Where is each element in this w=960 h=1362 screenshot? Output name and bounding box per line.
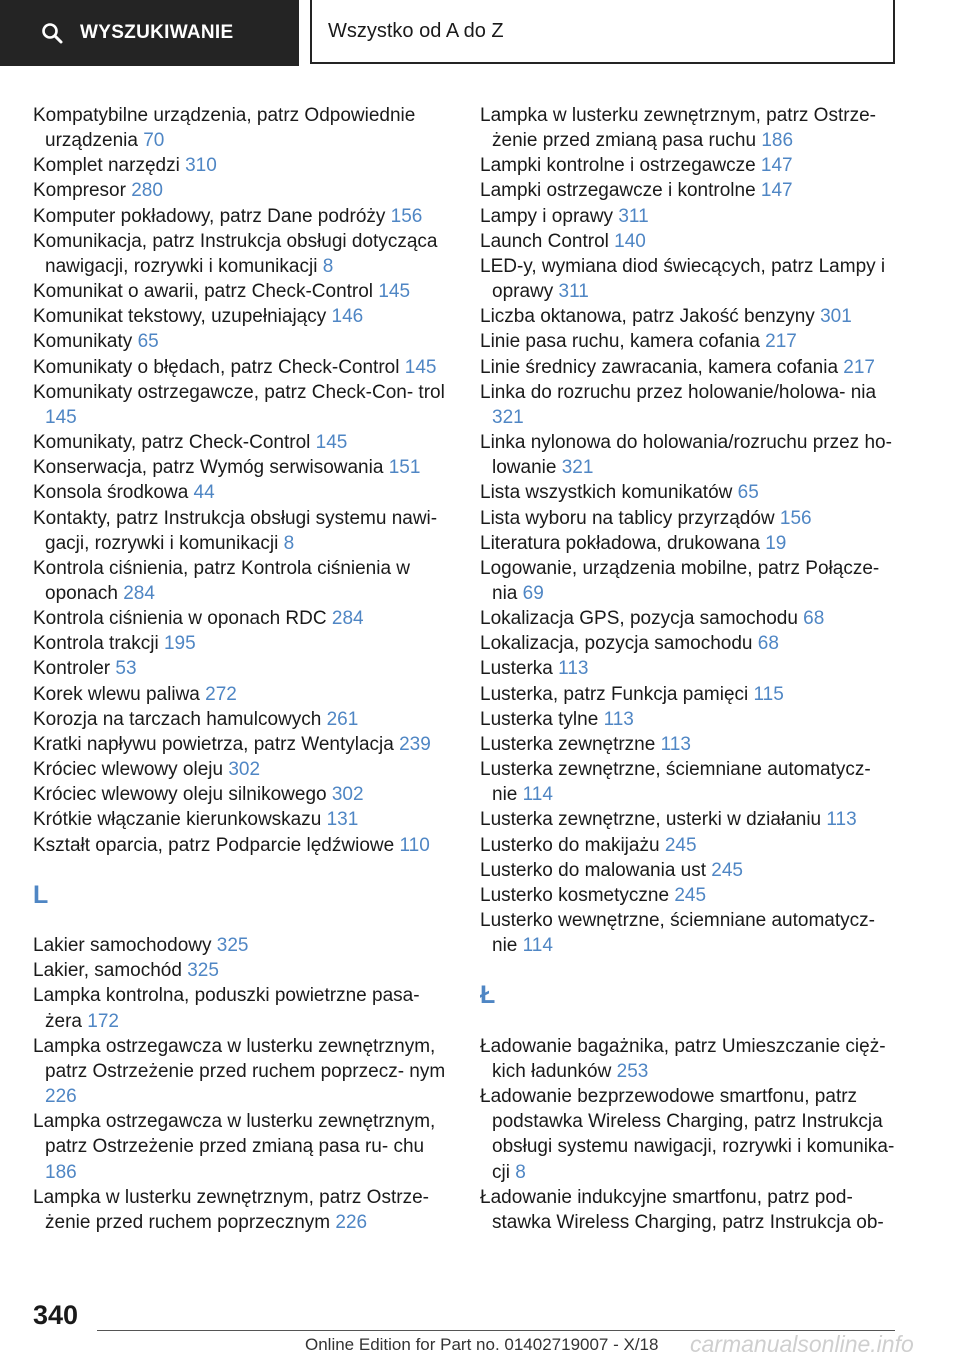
index-entry-text: Lampka kontrolna, poduszki powietrzne pasa‐ żera	[33, 985, 420, 1032]
index-entry-text: Ładowanie bezprzewodowe smartfonu, patrz podstawka Wireless Charging, patrz Instrukcja obsługi systemu nawigacji, rozrywki i komunika‐ cji	[480, 1086, 895, 1183]
page-reference-link[interactable]: 284	[331, 608, 364, 630]
index-entry-text: Kształt oparcia, patrz Podparcie lędźwiowe	[33, 834, 395, 856]
index-entry-text: Lusterko do malowania ust	[480, 859, 707, 881]
index-entry-text: Kontrola trakcji	[33, 633, 159, 655]
page-reference-link[interactable]: 325	[216, 935, 249, 957]
page-reference-link[interactable]: 156	[390, 205, 423, 227]
index-entry-text: Krótkie włączanie kierunkowskazu	[33, 809, 322, 831]
page-reference-link[interactable]: 44	[193, 482, 215, 504]
page-reference-link[interactable]: 172	[87, 1010, 119, 1032]
index-entry	[480, 1084, 895, 1185]
index-entry	[33, 782, 448, 807]
index-entry-text: Kompresor	[33, 180, 126, 202]
page-reference-link[interactable]: 8	[283, 532, 295, 554]
index-column-right	[480, 103, 895, 1235]
index-entry-text: Lista wyboru na tablicy przyrządów	[480, 507, 775, 529]
index-entry	[33, 480, 448, 505]
index-entry-text: Lusterko wewnętrzne, ściemniane automatycz‐ nie	[480, 910, 875, 957]
index-entry	[33, 1109, 448, 1184]
page-reference-link[interactable]: 245	[664, 834, 697, 856]
index-entry	[480, 380, 895, 430]
index-entry-text: Komplet narzędzi	[33, 155, 180, 177]
page-reference-link[interactable]: 302	[228, 759, 261, 781]
index-entry-text: Lusterka tylne	[480, 708, 599, 730]
page-reference-link[interactable]: 114	[522, 784, 553, 806]
page-reference-link[interactable]: 239	[399, 733, 431, 755]
index-entry-text: Korek wlewu paliwa	[33, 683, 200, 705]
index-entry-text: Linie pasa ruchu, kamera cofania	[480, 331, 760, 353]
index-entry	[480, 531, 895, 556]
index-entry-text: Komunikaty, patrz Check-Control	[33, 432, 311, 454]
index-entry	[480, 858, 895, 883]
index-entry-text: Lampka w lusterku zewnętrznym, patrz Ostrze‐ żenie przed ruchem poprzecznym	[33, 1186, 429, 1233]
index-entry	[480, 1034, 895, 1084]
index-entry-text: Ładowanie bagażnika, patrz Umieszczanie cięż‐ kich ładunków	[480, 1035, 886, 1082]
index-entry	[480, 506, 895, 531]
page-reference-link[interactable]: 311	[558, 281, 589, 303]
page-reference-link[interactable]: 302	[331, 784, 364, 806]
index-entry	[33, 833, 448, 858]
index-entry	[33, 732, 448, 757]
index-entry-text: Liczba oktanowa, patrz Jakość benzyny	[480, 306, 815, 328]
page-reference-link[interactable]: 19	[765, 532, 787, 554]
index-entry-text: Lampka ostrzegawcza w lusterku zewnętrznym, patrz Ostrzeżenie przed ruchem poprzecz‐ nym	[33, 1035, 446, 1082]
page-reference-link[interactable]: 253	[616, 1060, 649, 1082]
page-reference-link[interactable]: 113	[603, 708, 634, 730]
index-entry-text: Kompatybilne urządzenia, patrz Odpowiednie urządzenia	[33, 105, 416, 152]
index-entry-text: Lampka ostrzegawcza w lusterku zewnętrznym, patrz Ostrzeżenie przed zmianą pasa ru‐ chu	[33, 1111, 436, 1158]
index-entry	[480, 606, 895, 631]
page-reference-link[interactable]: 186	[761, 130, 794, 152]
watermark: carmanualsonline.info	[690, 1331, 914, 1357]
page-reference-link[interactable]: 156	[779, 507, 812, 529]
index-entry-text: Kontrola ciśnienia w oponach RDC	[33, 608, 327, 630]
page-reference-link[interactable]: 8	[322, 255, 334, 277]
index-entry-text: Kontroler	[33, 658, 111, 680]
page-reference-link[interactable]: 226	[45, 1086, 77, 1108]
page-reference-link[interactable]: 261	[326, 708, 359, 730]
index-entry	[480, 682, 895, 707]
index-entry	[33, 606, 448, 631]
index-entry	[33, 983, 448, 1033]
index-entry	[480, 254, 895, 304]
index-entry-text: Kratki napływu powietrza, patrz Wentylacja	[33, 733, 394, 755]
page-reference-link[interactable]: 68	[757, 633, 779, 655]
index-entry	[480, 204, 895, 229]
page-reference-link[interactable]: 65	[737, 482, 759, 504]
index-entry-text: Kontakty, patrz Instrukcja obsługi systemu nawi‐ gacji, rozrywki i komunikacji	[33, 507, 438, 554]
page-reference-link[interactable]: 145	[378, 281, 411, 303]
index-entry	[33, 103, 448, 153]
index-entry	[480, 908, 895, 958]
index-entry-text: Lusterka, patrz Funkcja pamięci	[480, 683, 749, 705]
index-entry	[33, 430, 448, 455]
index-entry	[33, 506, 448, 556]
page-reference-link[interactable]: 114	[522, 935, 553, 957]
index-entry-text: Lusterka zewnętrzne, usterki w działaniu	[480, 809, 822, 831]
index-entry-text: Lusterko do makijażu	[480, 834, 660, 856]
page-reference-link[interactable]: 321	[561, 457, 594, 479]
index-entry-text: Korozja na tarczach hamulcowych	[33, 708, 322, 730]
index-entry-text: Lampka w lusterku zewnętrznym, patrz Ostrze‐ żenie przed zmianą pasa ruchu	[480, 105, 876, 152]
page-reference-link[interactable]: 53	[115, 658, 137, 680]
search-label: WYSZUKIWANIE	[80, 22, 234, 43]
top-navigation	[0, 0, 960, 66]
index-entry	[33, 682, 448, 707]
index-entry	[33, 204, 448, 229]
index-entry-text: Komunikat o awarii, patrz Check-Control	[33, 281, 374, 303]
index-entry	[33, 355, 448, 380]
page-reference-link[interactable]: 70	[143, 130, 165, 152]
index-section-letter: L	[33, 880, 49, 909]
page-reference-link[interactable]: 226	[335, 1211, 368, 1233]
index-entry	[480, 732, 895, 757]
index-entry-text: Komunikacja, patrz Instrukcja obsługi dotycząca nawigacji, rozrywki i komunikacji	[33, 230, 438, 277]
index-entry-text: Lokalizacja, pozycja samochodu	[480, 633, 753, 655]
index-entry-text: Literatura pokładowa, drukowana	[480, 532, 760, 554]
page-reference-link[interactable]: 145	[404, 356, 437, 378]
index-entry	[480, 556, 895, 606]
page-reference-link[interactable]: 245	[711, 859, 743, 881]
index-entry-text: Lusterka	[480, 658, 553, 680]
index-entry	[480, 707, 895, 732]
page-reference-link[interactable]: 325	[187, 960, 219, 982]
page-reference-link[interactable]: 217	[765, 331, 797, 353]
page-reference-link[interactable]: 311	[618, 205, 649, 227]
index-entry	[480, 329, 895, 354]
page-reference-link[interactable]: 151	[388, 457, 421, 479]
page-reference-link[interactable]: 140	[614, 230, 646, 252]
page-reference-link[interactable]: 272	[205, 683, 237, 705]
page-reference-link[interactable]: 310	[185, 155, 217, 177]
index-entry	[480, 229, 895, 254]
page-reference-link[interactable]: 147	[760, 155, 793, 177]
index-entry	[480, 807, 895, 832]
index-entry-text: Konserwacja, patrz Wymóg serwisowania	[33, 457, 384, 479]
index-entry	[480, 480, 895, 505]
index-entry	[33, 556, 448, 606]
search-icon	[40, 21, 64, 45]
index-entry	[480, 1185, 895, 1235]
index-entry	[33, 153, 448, 178]
index-entry-text: Konsola środkowa	[33, 482, 189, 504]
index-entry-text: Komunikat tekstowy, uzupełniający	[33, 306, 327, 328]
page-reference-link[interactable]: 65	[137, 331, 159, 353]
page-reference-link[interactable]: 186	[45, 1161, 77, 1183]
index-entry-text: Króciec wlewowy oleju silnikowego	[33, 784, 327, 806]
index-entry-text: Lusterka zewnętrzne	[480, 733, 656, 755]
index-entry	[33, 229, 448, 279]
index-entry-text: Komunikaty	[33, 331, 133, 353]
index-entry-text: Komunikaty o błędach, patrz Check-Control	[33, 356, 400, 378]
index-section-letter: Ł	[480, 981, 496, 1010]
section-title: Wszystko od A do Z	[328, 19, 504, 42]
page-reference-link[interactable]: 110	[399, 834, 430, 856]
index-entry	[33, 707, 448, 732]
page-reference-link[interactable]: 284	[123, 582, 155, 604]
index-entry-text: Lampki kontrolne i ostrzegawcze	[480, 155, 756, 177]
index-entry-text: Linie średnicy zawracania, kamera cofania	[480, 356, 839, 378]
page-reference-link[interactable]: 280	[131, 180, 163, 202]
index-entry-text: Linka do rozruchu przez holowanie/holowa‐ nia	[480, 381, 877, 403]
section-tab[interactable]	[310, 0, 895, 64]
page-reference-link[interactable]: 245	[674, 884, 707, 906]
page-reference-link[interactable]: 113	[558, 658, 589, 680]
index-entry-text: Linka nylonowa do holowania/rozruchu przez ho‐ lowanie	[480, 432, 892, 479]
index-entry	[33, 958, 448, 983]
page-reference-link[interactable]: 217	[843, 356, 875, 378]
index-entry	[480, 833, 895, 858]
index-entry-text: Lokalizacja GPS, pozycja samochodu	[480, 608, 798, 630]
index-entry-text: Ładowanie indukcyjne smartfonu, patrz pod‐ stawka Wireless Charging, patrz Instrukcja ob‐	[480, 1186, 884, 1233]
page-number: 340	[33, 1300, 79, 1330]
index-entry	[480, 656, 895, 681]
index-entry	[33, 279, 448, 304]
page-reference-link[interactable]: 131	[326, 809, 359, 831]
index-entry-text: Logowanie, urządzenia mobilne, patrz Połącze‐ nia	[480, 557, 880, 604]
index-entry	[480, 355, 895, 380]
index-entry	[33, 933, 448, 958]
index-entry-text: Komputer pokładowy, patrz Dane podróży	[33, 205, 386, 227]
page-reference-link[interactable]: 321	[492, 406, 524, 428]
index-entry	[33, 807, 448, 832]
index-entry-text: Lakier, samochód	[33, 960, 182, 982]
index-entry	[480, 304, 895, 329]
page-reference-link[interactable]: 113	[660, 733, 691, 755]
index-entry	[480, 631, 895, 656]
index-entry	[480, 103, 895, 153]
edition-note: Online Edition for Part no. 01402719007 - X/18	[305, 1335, 659, 1354]
index-entry	[480, 883, 895, 908]
index-entry	[33, 1034, 448, 1109]
index-entry-text: Lakier samochodowy	[33, 935, 212, 957]
page-reference-link[interactable]: 146	[331, 306, 364, 328]
index-entry-text: Kontrola ciśnienia, patrz Kontrola ciśnienia w oponach	[33, 557, 411, 604]
page-reference-link[interactable]: 115	[753, 683, 784, 705]
index-entry-text: Króciec wlewowy oleju	[33, 759, 224, 781]
index-entry	[33, 304, 448, 329]
index-entry	[480, 178, 895, 203]
index-entry-text: Lampy i oprawy	[480, 205, 614, 227]
index-entry-text: Lusterka zewnętrzne, ściemniane automatycz‐ nie	[480, 759, 871, 806]
page-reference-link[interactable]: 8	[515, 1161, 526, 1183]
index-entry	[480, 430, 895, 480]
index-entry	[33, 1185, 448, 1235]
page-reference-link[interactable]: 69	[522, 582, 544, 604]
page-reference-link[interactable]: 145	[315, 432, 348, 454]
index-entry	[33, 757, 448, 782]
index-entry-text: Lusterko kosmetyczne	[480, 884, 670, 906]
index-entry	[33, 178, 448, 203]
index-entry-text: Komunikaty ostrzegawcze, patrz Check-Con‐ trol	[33, 381, 445, 403]
page-reference-link[interactable]: 147	[760, 180, 793, 202]
index-entry	[33, 329, 448, 354]
page-reference-link[interactable]: 68	[803, 608, 825, 630]
index-entry	[480, 757, 895, 807]
index-entry	[33, 656, 448, 681]
page-reference-link[interactable]: 113	[826, 809, 857, 831]
search-tab[interactable]	[0, 0, 299, 66]
index-entry	[33, 455, 448, 480]
index-entry-text: Launch Control	[480, 230, 609, 252]
index-entry-text: LED-y, wymiana diod świecących, patrz Lampy i oprawy	[480, 255, 886, 303]
index-entry	[33, 631, 448, 656]
index-column-left	[33, 103, 448, 1235]
page-reference-link[interactable]: 145	[45, 406, 77, 428]
index-entry	[33, 380, 448, 430]
index-entry	[480, 153, 895, 178]
index-entry-text: Lista wszystkich komunikatów	[480, 482, 733, 504]
index-entry-text: Lampki ostrzegawcze i kontrolne	[480, 180, 756, 202]
page-reference-link[interactable]: 195	[163, 633, 196, 655]
page-reference-link[interactable]: 301	[820, 306, 852, 328]
